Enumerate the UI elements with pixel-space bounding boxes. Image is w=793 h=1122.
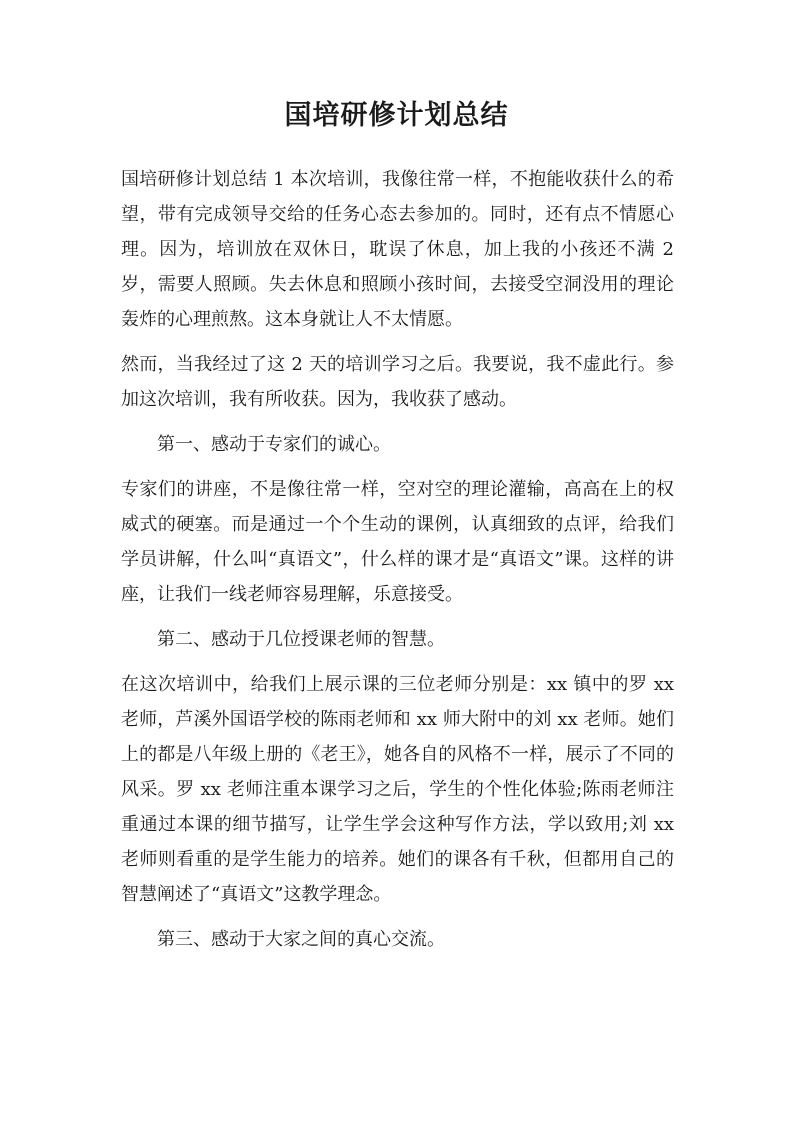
section-heading-3: 第三、感动于大家之间的真心交流。 <box>157 929 445 950</box>
document-title: 国培研修计划总结 <box>284 100 509 131</box>
paragraph-experts: 专家们的讲座，不是像往常一样，空对空的理论灌输，高高在上的权威式的硬塞。而是通过一个个生动的课例，认真细致的点评，给我们学员讲解，什么叫“真语文”，什么样的课才是“真语文”课。这样的讲座，让我们一线老师容易理解，乐意接受。 <box>121 479 674 605</box>
document-body <box>121 162 674 967</box>
section-heading-1: 第一、感动于专家们的诚心。 <box>157 434 391 455</box>
paragraph-however: 然而，当我经过了这 2 天的培训学习之后。我要说，我不虚此行。参加这次培训，我有所收获。因为，我收获了感动。 <box>121 354 674 410</box>
paragraph-intro: 国培研修计划总结 1 本次培训，我像往常一样，不抱能收获什么的希望，带有完成领导交给的任务心态去参加的。同时，还有点不情愿心理。因为，培训放在双休日，耽误了休息，加上我的小孩还不满 2 岁，需要人照顾。失去休息和照顾小孩时间，去接受空洞没用的理论轰炸的心理煎熬。这本身就让人不太情愿。 <box>121 169 674 330</box>
paragraph-teachers: 在这次培训中，给我们上展示课的三位老师分别是：xx 镇中的罗 xx 老师，芦溪外国语学校的陈雨老师和 xx 师大附中的刘 xx 老师。她们上的都是八年级上册的《老王》，她各自的风格不一样，展示了不同的风采。罗 xx 老师注重本课学习之后，学生的个性化体验;陈雨老师注重通过本课的细节描写，让学生学会这种写作方法，学以致用;刘 xx 老师则看重的是学生能力的培养。她们的课各有千秋，但都用自己的智慧阐述了“真语文”这教学理念。 <box>121 674 674 905</box>
section-heading-2: 第二、感动于几位授课老师的智慧。 <box>157 629 445 650</box>
